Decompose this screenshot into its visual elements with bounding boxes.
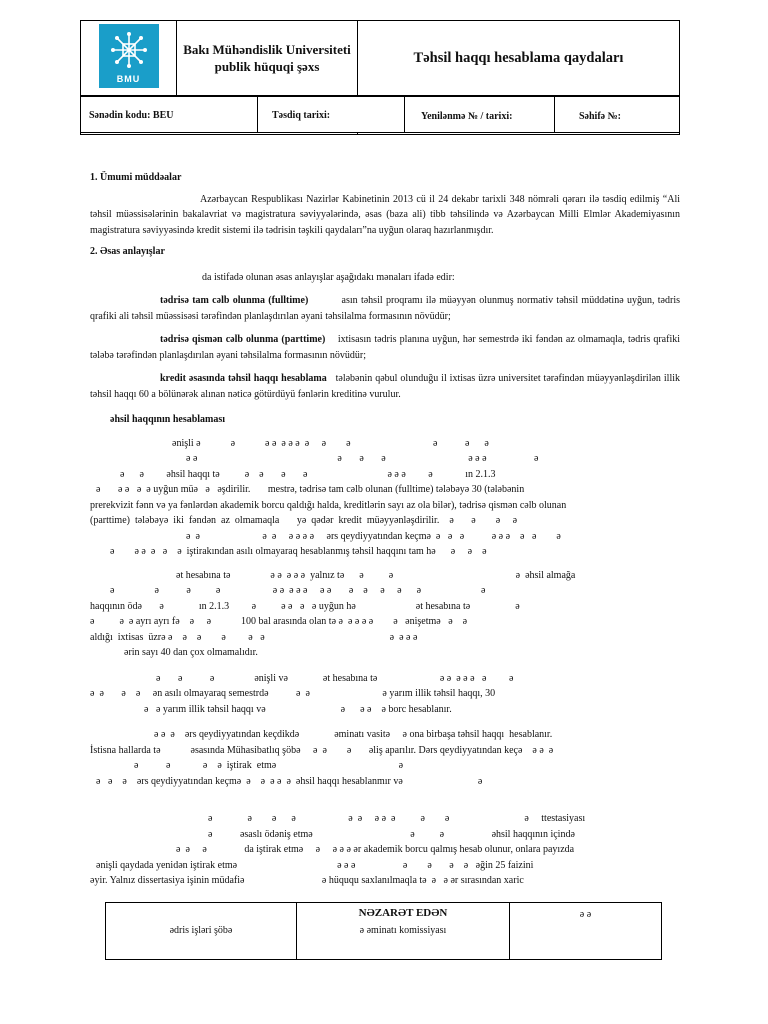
footer-supervisor-title: NƏZARƏT EDƏN <box>358 907 448 919</box>
section-3-title: əhsil haqqının hesablaması <box>110 414 226 425</box>
text-line: ə ə ə ə ə ə ə ə ə <box>186 453 539 464</box>
text-line: ə ə ə ə ən asılı olmayaraq semestrdə ə ə ə yarım illik təhsil haqqı, 30 <box>90 688 496 699</box>
footer-commission: ə əminatı komissiyası <box>359 925 447 936</box>
term-credit-fee: kredit əsasında təhsil haqqı hesablama <box>160 373 327 384</box>
text-line: ə ə əhsil haqqı tə ə ə ə ə ə ə ə ə ın 2.1.3 <box>120 468 496 480</box>
definition-parttime <box>90 332 680 363</box>
footer-supervisor-cell <box>297 903 510 960</box>
logo-text: BMU <box>116 73 141 84</box>
text-line: ə ə ə ərs qeydiyyatından keçmə ə ə ə ə ə əhsil haqqı hesablanmır və ə <box>96 775 483 787</box>
text-line: ənişli qaydada yenidən iştirak etmə ə ə ə ə ə ə ə əğin 25 faizini <box>96 859 534 871</box>
section-3-block-e <box>90 811 680 889</box>
document-body <box>90 170 680 889</box>
document-title: Təhsil haqqı hesablama qaydaları <box>358 21 680 96</box>
approval-date-box: Təsdiq tarixi: <box>258 96 405 133</box>
section-3-block-b <box>90 568 680 661</box>
definition-parttime-text: ixtisasın tədris planına uyğun, hər semestrdə iki fəndən az olmamaqla, tədris qrafiki tələbə tərəfindən planlaşdırılan əyani təhsilalma formasının növüdür; <box>90 334 680 361</box>
header-meta-row <box>80 96 680 134</box>
text-line: aldığı ixtisas üzrə ə ə ə ə ə ə ə ə ə ə <box>90 631 418 643</box>
text-line: haqqının ödə ə ın 2.1.3 ə ə ə ə ə uyğun hə ət hesabına tə ə <box>90 600 520 612</box>
footer-third-col: ə ə <box>510 903 662 960</box>
footer-education-dept: ədris işləri şöbə <box>106 903 297 960</box>
definition-credit-fee <box>90 371 680 402</box>
text-line: əyir. Yalnız dissertasiya işinin müdafiə ə hüququ saxlanılmaqla tə ə ə ər sırasından xaric <box>90 875 524 886</box>
definition-fulltime <box>90 293 680 324</box>
university-status: publik hüquqi şəxs <box>214 59 320 74</box>
section-1-title: 1. Ümumi müddəalar <box>90 172 182 183</box>
text-line: ə ə ə ə ə ə ə ə ərs qeydiyyatından keçmə ə ə ə ə ə ə ə ə ə <box>186 530 561 542</box>
text-line: ə ə ə ə ə uyğun müə ə əşdirilir. mestrə, tədrisə tam cəlb olunan (fulltime) tələbəyə 30 (tələbənin <box>96 484 525 495</box>
page-number-box: Səhifə №: <box>555 96 680 133</box>
text-line: ə ə yarım illik təhsil haqqı və ə ə ə ə borc hesablanır. <box>144 703 452 715</box>
university-name-cell <box>177 21 358 96</box>
section-2-intro: da istifadə olunan əsas anlayışlar aşağıdakı mənaları ifadə edir: <box>202 271 455 283</box>
text-line: ə ə ə ə ə ə ə ə ə ə ə ə ttestasiyası <box>208 813 586 824</box>
text-line: ə ə ə ə ə ə ə ə ə ə ə ə ə ə ə ə ə <box>110 585 486 596</box>
text-line: (parttime) tələbəyə iki fəndən az olmamaqla yə qədər kredit müəyyənləşdirilir. ə ə ə ə <box>90 515 518 526</box>
section-3-block-d <box>90 727 680 789</box>
term-parttime: tədrisə qismən cəlb olunma (parttime) <box>160 334 326 345</box>
text-line: ə ə ə da iştirak etmə ə ə ə ə ər akademik borcu qalmış hesab olunur, onlara payızda <box>176 844 575 855</box>
text-line: ət hesabına tə ə ə ə ə ə yalnız tə ə ə ə əhsil almağa <box>176 569 576 581</box>
university-logo <box>99 24 159 88</box>
university-name: Bakı Mühəndislik Universiteti <box>183 42 351 57</box>
section-3-block-c <box>90 671 680 718</box>
text-line: prerekvizit fənn və ya fənlərdən akademik borcu qaldığı halda, kreditlərin sayı az ola bilər), tədrisə qismən cəlb olunan <box>90 499 567 511</box>
text-line: ə ə ə ə ə ə iştirakından asılı olmayaraq hesablanmış təhsil haqqını tam hə ə ə ə <box>110 546 487 557</box>
text-line: ərin sayı 40 dan çox olmamalıdır. <box>124 647 258 658</box>
update-number-box: Yenilənmə № / tarixi: <box>405 96 555 133</box>
text-line: ə ə ə ayrı ayrı fə ə ə 100 bal arasında olan tə ə ə ə ə ə ə ənişetmə ə ə <box>90 616 468 627</box>
logo-cell <box>81 21 177 96</box>
section-3-block-a <box>90 436 680 560</box>
section-2-title: 2. Əsas anlayışlar <box>90 246 165 257</box>
section-1-paragraph: Azərbaycan Respublikası Nazirlər Kabinetinin 2013 cü il 24 dekabr tarixli 348 nömrəli qərarı ilə təsdiq edilmiş “Ali təhsil müəssisələrinin bakalavriat və magistratura səviyyələrində, əsas (baza ali) tibb təhsilində və Azərbaycan Milli Elmlər Akademiyasının magistratura səviyyəsində kredit sistemi ilə tədrisin təşkili qaydaları”na uyğun olaraq hazırlanmışdır. <box>90 193 680 236</box>
text-line: ə ə ə ənişli və ət hesabına tə ə ə ə ə ə ə ə <box>156 672 514 684</box>
text-line: ə ə ə ərs qeydiyyatından keçdikdə əminatı vasitə ə ona birbaşa təhsil haqqı hesablanır. <box>154 729 553 740</box>
term-fulltime: tədrisə tam cəlb olunma (fulltime) <box>160 295 309 306</box>
text-line: İstisna hallarda tə əsasında Mühasibatlıq şöbə ə ə ə əliş aparılır. Dərs qeydiyyatından keçə ə ə ə <box>90 744 554 756</box>
approval-footer-table <box>105 902 662 960</box>
text-line: ə əsaslı ödəniş etmə ə ə əhsil haqqının içində <box>208 828 575 840</box>
definition-fulltime-text: asın təhsil proqramı ilə müəyyən olunmuş normativ təhsil müddətinə uyğun, tədris qrafiki ali təhsil müəssisəsi tərəfindən planlaşdırılan əyani təhsilalma formasının növüdür; <box>90 295 680 322</box>
text-line: ə ə ə ə iştirak etmə ə <box>134 760 404 771</box>
definition-credit-fee-text: tələbənin qəbul olunduğu il ixtisas üzrə universitet tərəfindən müəyyənləşdirilən illik təhsil haqqı 60 a bölünərək alınan nəticə götürdüyü fənlərin kreditinə vurulur. <box>90 373 680 400</box>
logo-network-icon <box>107 30 151 70</box>
document-code-box: Sənədin kodu: BEU <box>80 96 258 133</box>
text-line: ənişli ə ə ə ə ə ə ə ə ə ə ə ə ə <box>172 437 489 449</box>
